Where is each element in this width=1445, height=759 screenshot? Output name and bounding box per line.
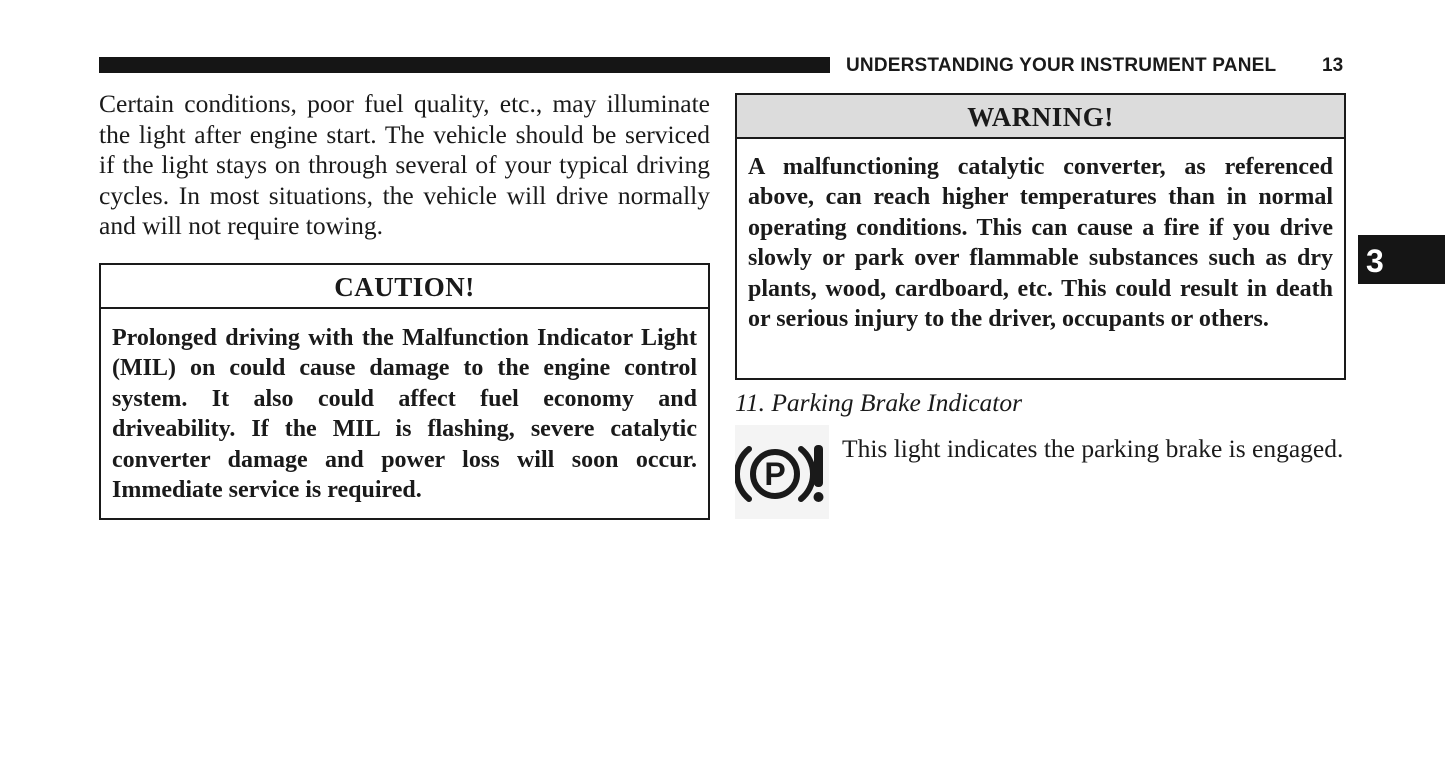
section-title-parking-brake: 11. Parking Brake Indicator (735, 388, 1023, 417)
warning-body: A malfunctioning catalytic converter, as referenced above, can reach higher temperatures than in normal operating conditions. This can cause a fire if you drive slowly or park over flammable substances such as dry plants, wood, cardboard, etc. This could result in death or serious injury to the driver, occupants or others. (748, 154, 1333, 333)
caution-box (99, 263, 710, 520)
page-number: 13 (1322, 55, 1344, 76)
parking-brake-icon (735, 425, 829, 519)
running-header-title: UNDERSTANDING YOUR INSTRUMENT PANEL (846, 55, 1277, 76)
parking-brake-letter: P (764, 456, 786, 492)
caution-body: Prolonged driving with the Malfunction Indicator Light (MIL) on could cause damage to the engine control system. It also could affect fuel economy and driveability. If the MIL is flashing, severe catalytic converter damage and power loss will soon occur. Immediate service is required. (112, 325, 697, 504)
intro-paragraph: Certain conditions, poor fuel quality, etc., may illuminate the light after engine start. The vehicle should be serviced if the light stays on through several of your typical driving cycles. In most situations, the vehicle will drive normally and will not require towing. (99, 89, 710, 241)
header-rule (99, 57, 830, 73)
warning-heading: WARNING! (737, 95, 1344, 139)
caution-heading: CAUTION! (101, 265, 708, 309)
chapter-number: 3 (1366, 243, 1384, 279)
parking-brake-description: This light indicates the parking brake is engaged. (842, 434, 1344, 463)
warning-box (735, 93, 1346, 380)
